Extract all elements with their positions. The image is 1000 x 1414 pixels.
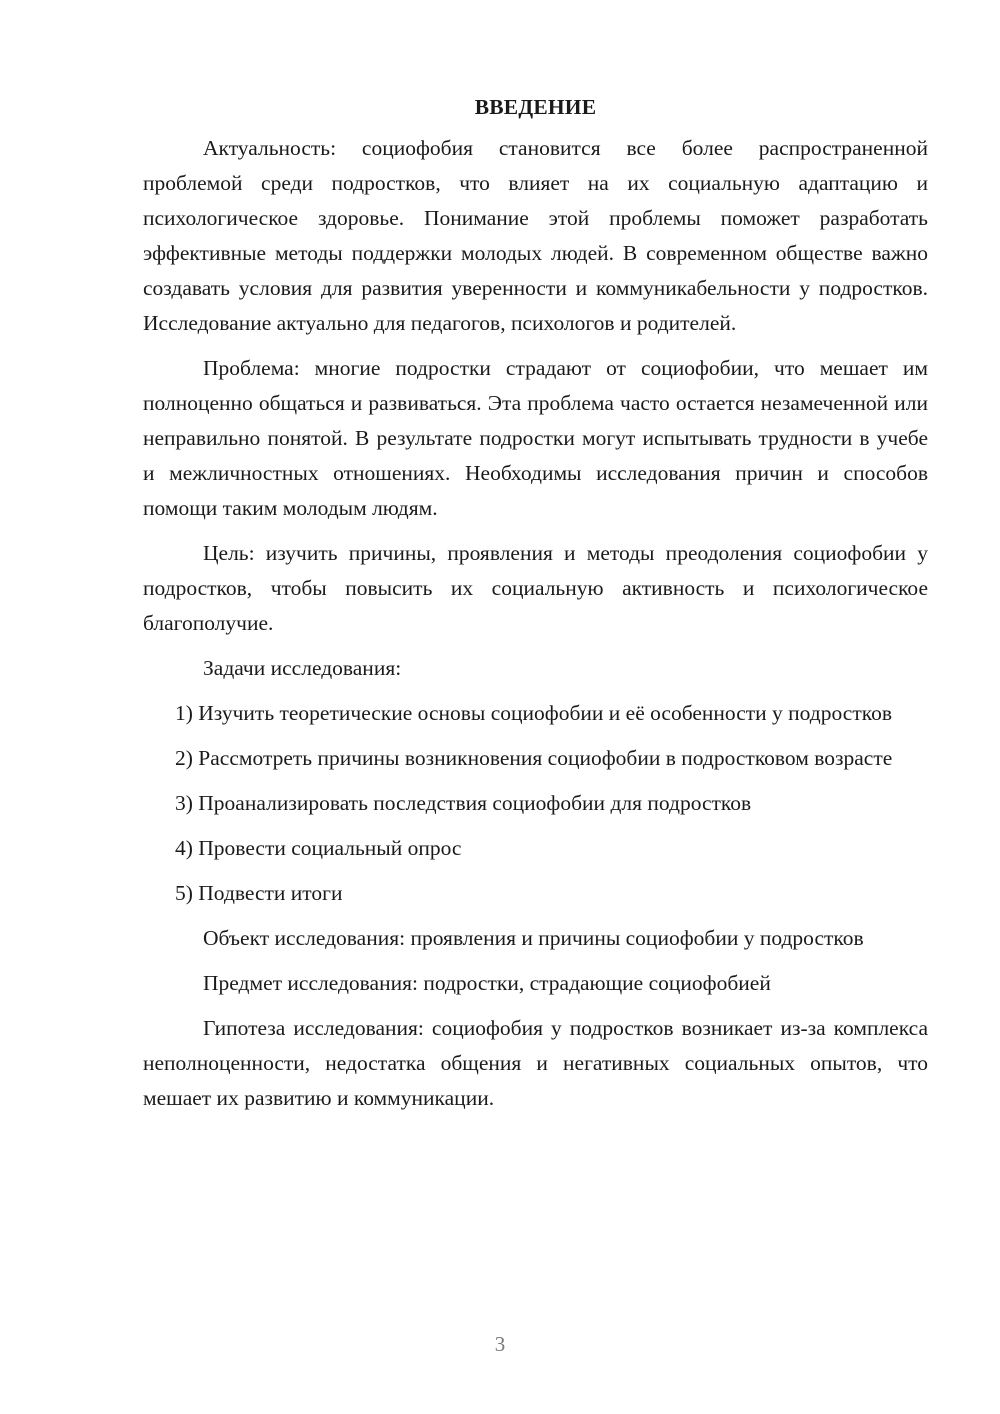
paragraph-relevance: Актуальность: социофобия становится все более распространенной проблемой среди подростков, что влияет на их социальную адаптацию и психологическое здоровье. Понимание этой проблемы поможет разработать эффективные методы поддержки молодых людей. В современном обществе важно создавать условия для развития уверенности и коммуникабельности у подростков. Исследование актуально для педагогов, психологов и родителей. (143, 136, 928, 335)
list-item: 5) Подвести итоги (175, 881, 343, 905)
tasks-heading: Задачи исследования: (203, 656, 402, 680)
list-item: 3) Проанализировать последствия социофобии для подростков (175, 791, 752, 815)
page-number: 3 (494, 1332, 506, 1356)
tasks-list (143, 696, 928, 911)
paragraph-subject: Предмет исследования: подростки, страдающие социофобией (203, 971, 771, 995)
page-title: ВВЕДЕНИЕ (474, 95, 597, 119)
list-item: 1) Изучить теоретические основы социофобии и её особенности у подростков (175, 701, 892, 725)
document-page (143, 90, 928, 1126)
list-item: 2) Рассмотреть причины возникновения социофобии в подростковом возрасте (175, 746, 893, 770)
paragraph-hypothesis: Гипотеза исследования: социофобия у подростков возникает из-за комплекса неполноценности, недостатка общения и негативных социальных опытов, что мешает их развитию и коммуникации. (143, 1016, 928, 1110)
list-item: 4) Провести социальный опрос (175, 836, 462, 860)
paragraph-object: Объект исследования: проявления и причины социофобии у подростков (203, 926, 864, 950)
paragraph-goal: Цель: изучить причины, проявления и методы преодоления социофобии у подростков, чтобы повысить их социальную активность и психологическое благополучие. (143, 541, 928, 635)
paragraph-problem: Проблема: многие подростки страдают от социофобии, что мешает им полноценно общаться и развиваться. Эта проблема часто остается незамеченной или неправильно понятой. В результате подростки могут испытывать трудности в учебе и межличностных отношениях. Необходимы исследования причин и способов помощи таким молодым людям. (143, 356, 928, 520)
